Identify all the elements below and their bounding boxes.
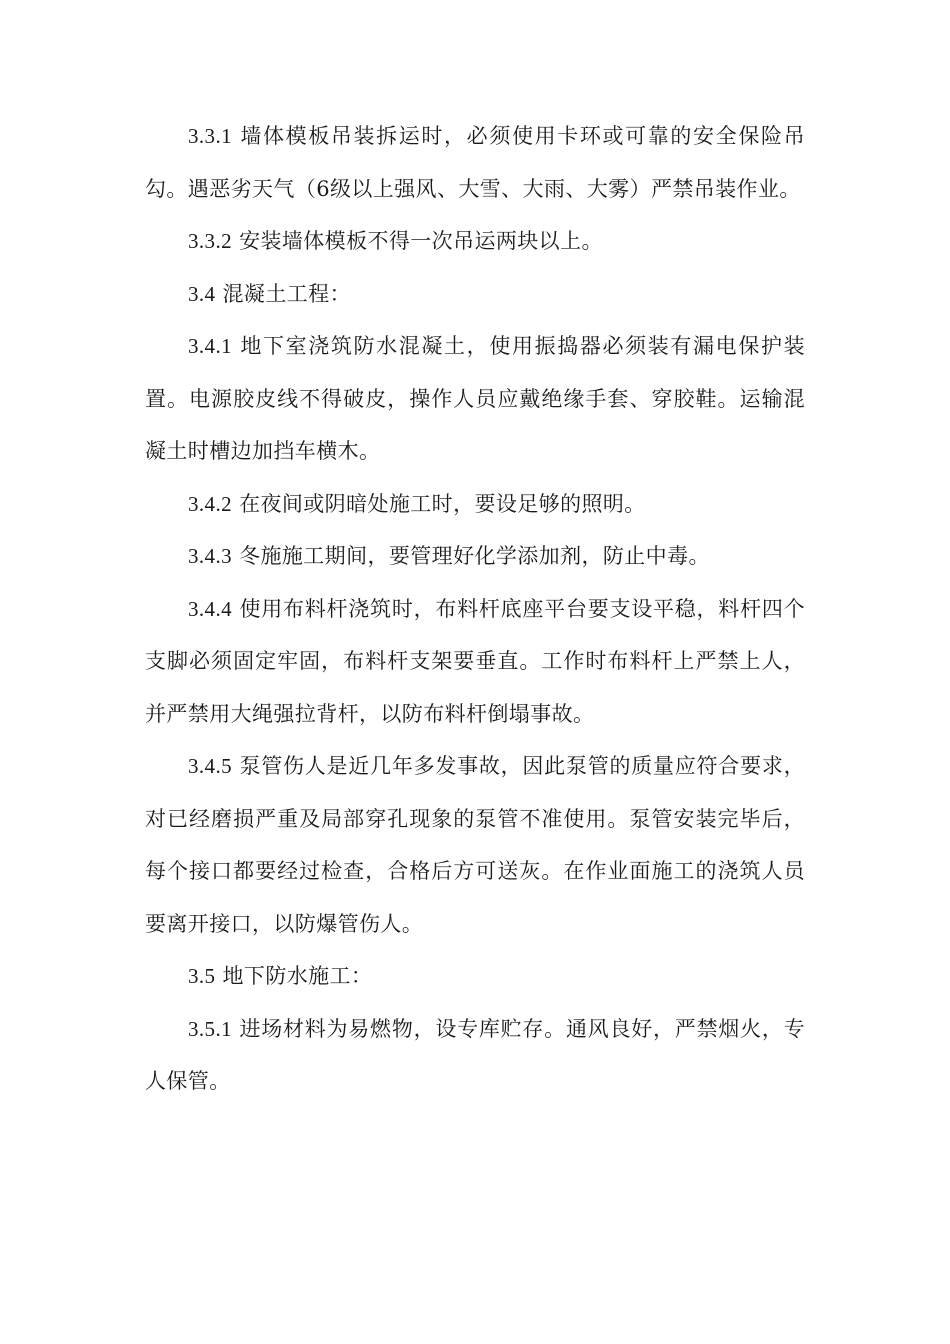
paragraph-3-3-2 (145, 215, 805, 268)
section-number: 3.4 (188, 281, 216, 306)
heading-text: 混凝土工程： (222, 281, 351, 306)
heading-3-4 (145, 268, 805, 321)
heading-3-5 (145, 950, 805, 1003)
paragraph-3-4-1 (145, 320, 805, 478)
paragraph-text: 安装墙体模板不得一次吊运两块以上。 (239, 229, 603, 253)
heading-text: 地下防水施工： (222, 964, 373, 988)
paragraph-text: 进场材料为易燃物，设专库贮存。通风良好，严禁烟火，专人保管。 (145, 1016, 806, 1093)
section-number: 3.3.1 (188, 124, 232, 148)
paragraph-3-4-5 (145, 740, 805, 950)
paragraph-text: 在夜间或阴暗处施工时，要设足够的照明。 (239, 491, 646, 516)
section-number: 3.5 (188, 964, 216, 988)
paragraph-3-4-4 (145, 583, 805, 741)
paragraph-text: 地下室浇筑防水混凝土，使用振捣器必须装有漏电保护装置。电源胶皮线不得破皮，操作人员应戴绝缘手套、穿胶鞋。运输混凝土时槽边加挡车横木。 (145, 334, 805, 463)
section-number: 3.5.1 (188, 1016, 232, 1041)
paragraph-text: 冬施施工期间，要管理好化学添加剂，防止中毒。 (239, 544, 710, 568)
paragraph-3-4-2 (145, 478, 805, 531)
section-number: 3.4.3 (188, 544, 232, 568)
paragraph-text: 使用布料杆浇筑时，布料杆底座平台要支设平稳，料杆四个支脚必须固定牢固，布料杆支架要垂直。工作时布料杆上严禁上人，并严禁用大绳强拉背杆，以防布料杆倒塌事故。 (145, 596, 806, 726)
paragraph-3-4-3 (145, 530, 805, 583)
section-number: 3.3.2 (188, 229, 232, 253)
document-body (145, 110, 805, 1108)
section-number: 3.4.4 (188, 596, 232, 621)
paragraph-text: 墙体模板吊装拆运时，必须使用卡环或可靠的安全保险吊勾。遇恶劣天气（6级以上强风、大雪、大雨、大雾）严禁吊装作业。 (145, 124, 805, 201)
section-number: 3.4.1 (188, 334, 232, 358)
section-number: 3.4.2 (188, 491, 232, 516)
paragraph-text: 泵管伤人是近几年多发事故，因此泵管的质量应符合要求，对已经磨损严重及局部穿孔现象的泵管不准使用。泵管安装完毕后，每个接口都要经过检查，合格后方可送灰。在作业面施工的浇筑人员要离开接口，以防爆管伤人。 (145, 754, 806, 936)
section-number: 3.4.5 (188, 754, 232, 778)
paragraph-3-5-1 (145, 1003, 805, 1108)
paragraph-3-3-1 (145, 110, 805, 215)
